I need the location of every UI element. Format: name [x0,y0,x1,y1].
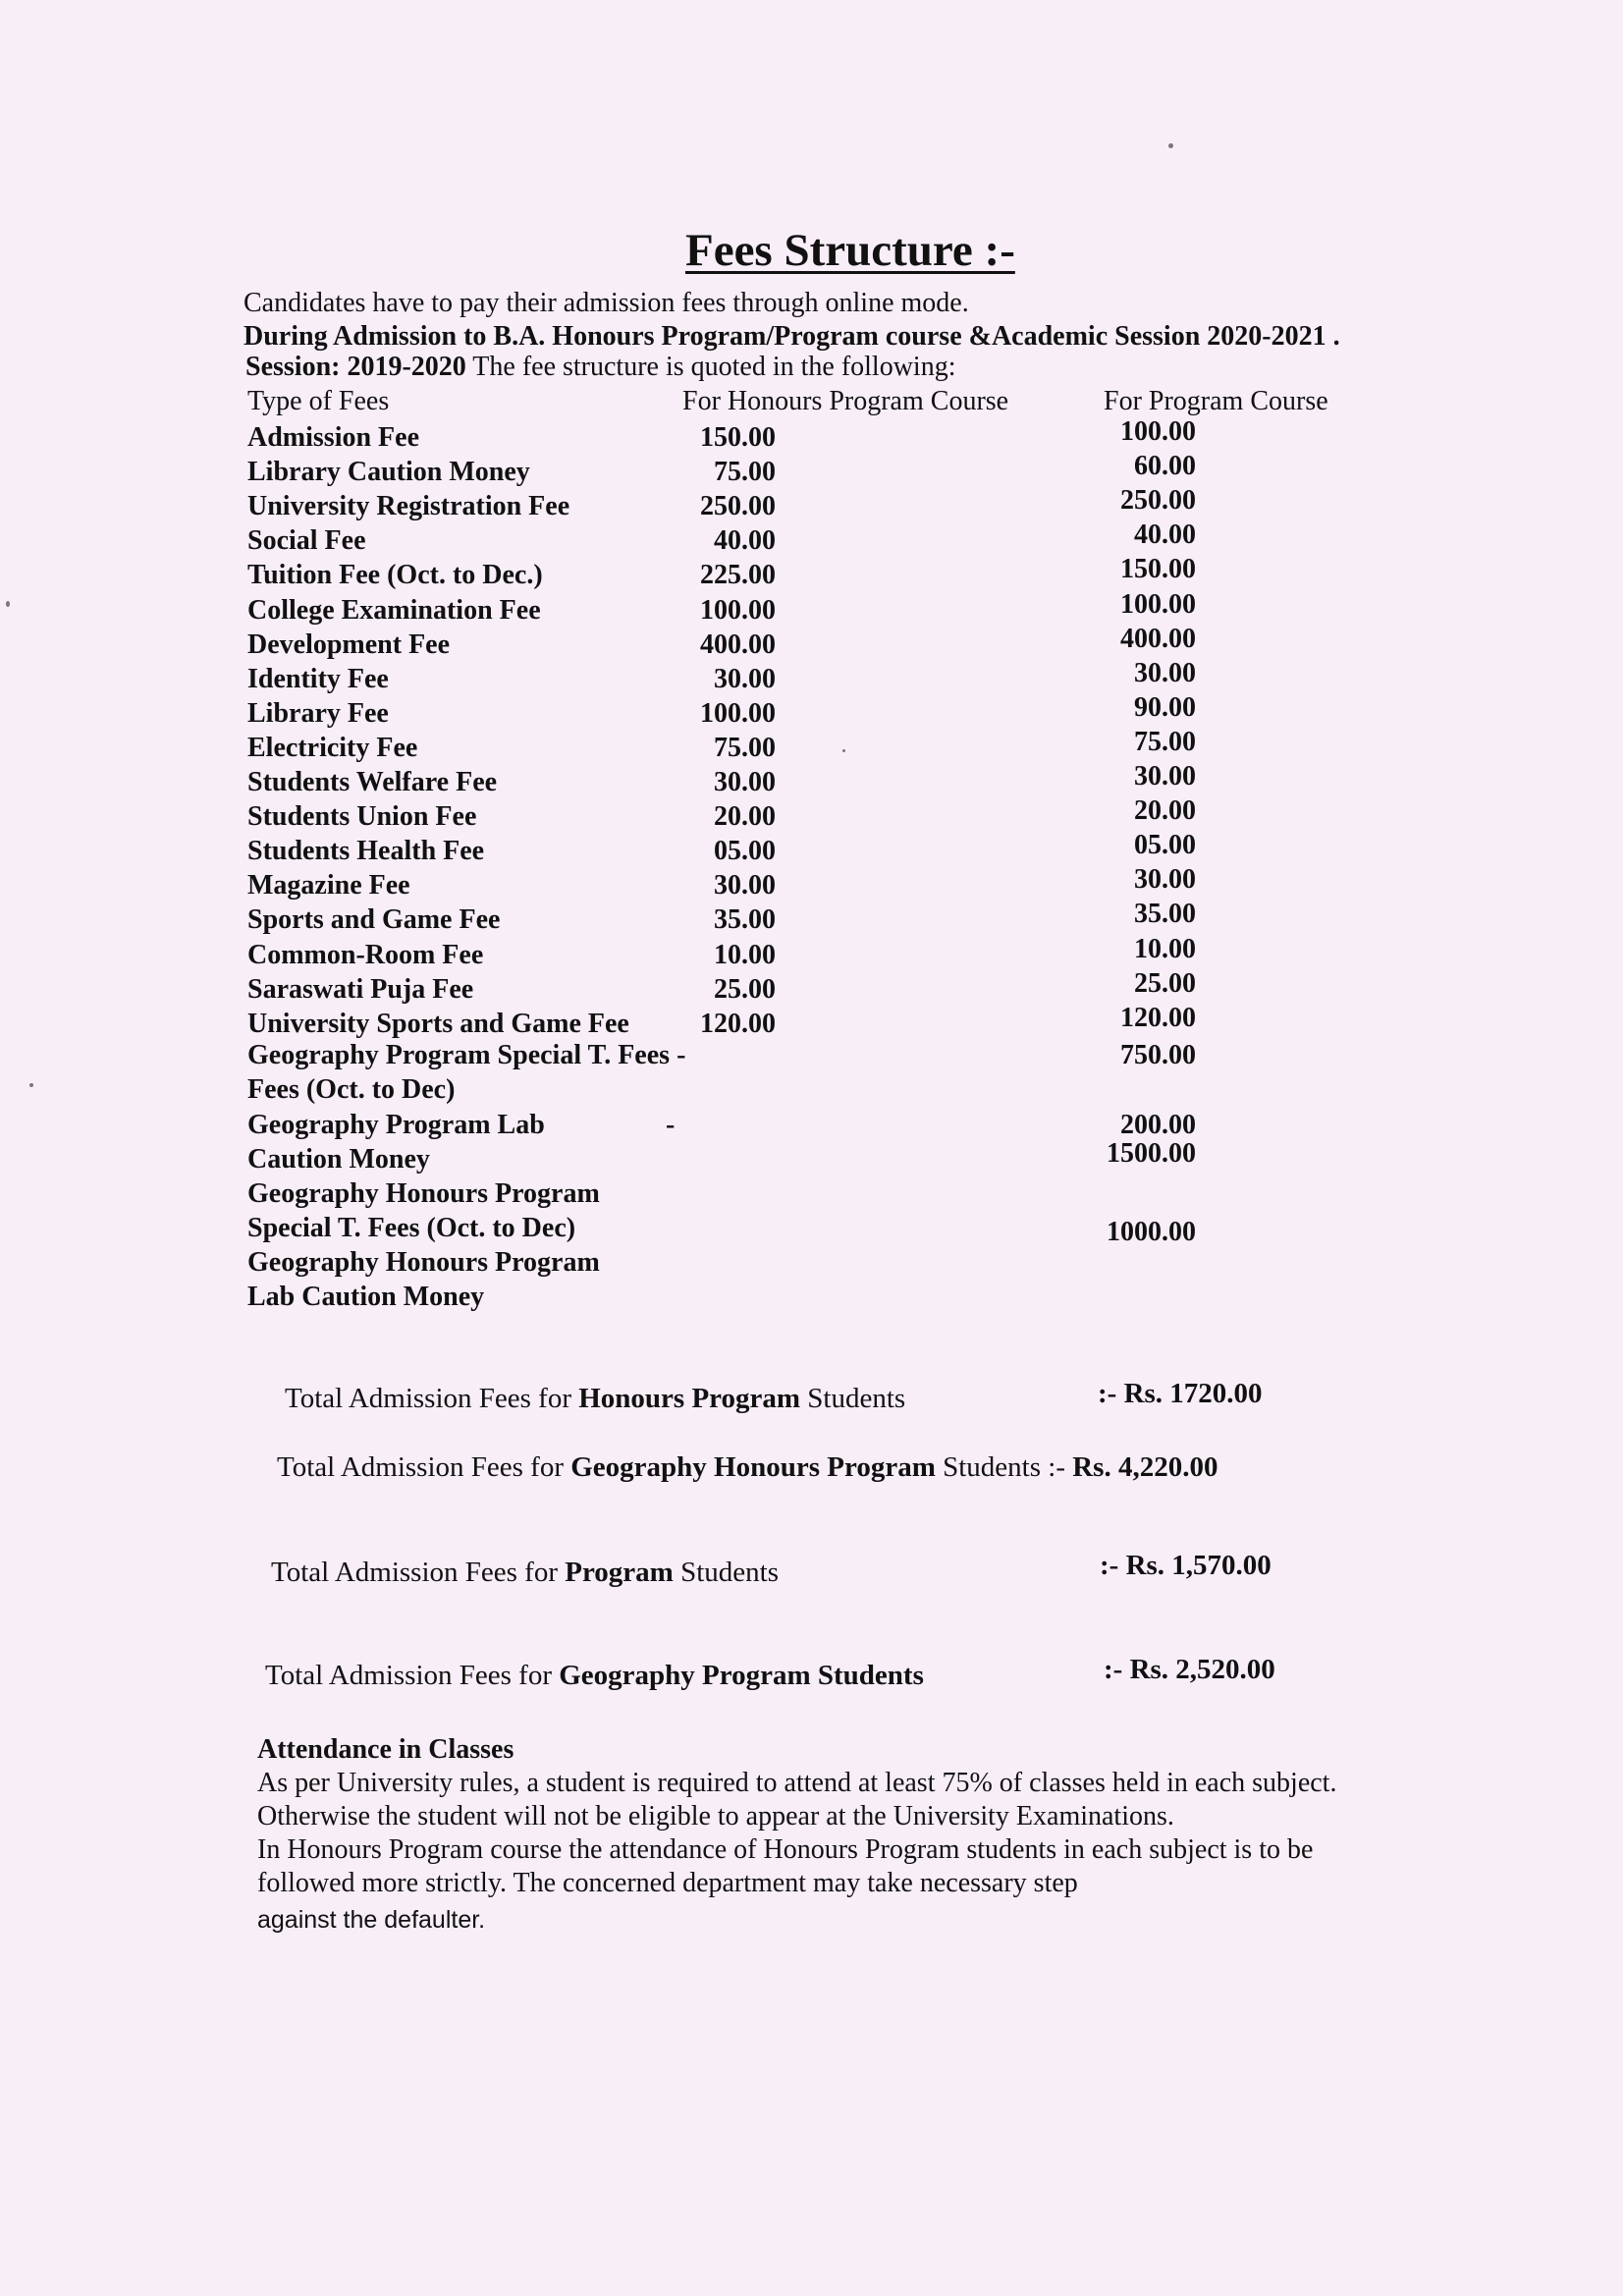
total-honours-amount: :- Rs. 1720.00 [1098,1378,1263,1409]
fee-program-amount: 10.00 [1134,934,1196,964]
geo-honours-lab-label: Geography Honours Program [247,1247,600,1278]
scan-speck [1168,143,1173,148]
fee-honours-amount: 75.00 [714,733,776,763]
total-honours [285,1383,905,1415]
fee-honours-amount: 10.00 [714,940,776,970]
geo-program-lab-amount: 200.00 [1120,1110,1196,1140]
total-geo-honours-bold: Geography Honours Program [570,1451,936,1483]
geo-honours-special-label: Geography Honours Program [247,1178,600,1209]
total-honours-bold: Honours Program [578,1383,801,1414]
total-program-amount: :- Rs. 1,570.00 [1100,1550,1271,1581]
geo-program-special-label: Geography Program Special T. Fees - [247,1040,686,1070]
total-geo-honours-prefix: Total Admission Fees for [277,1451,571,1483]
fee-program-amount: 60.00 [1134,451,1196,481]
fee-honours-amount: 400.00 [700,629,776,660]
fee-program-amount: 400.00 [1120,624,1196,654]
page-title: Fees Structure :- [685,225,1015,276]
total-program [271,1557,779,1589]
fee-program-amount: 30.00 [1134,658,1196,688]
fee-name: Common-Room Fee [247,940,484,970]
fee-program-amount: 90.00 [1134,692,1196,723]
fee-name: Development Fee [247,629,451,660]
fee-name: Electricity Fee [247,733,418,763]
geo-program-lab-dash: - [666,1110,676,1140]
fee-name: Admission Fee [247,422,419,453]
fee-honours-amount: 30.00 [714,870,776,901]
fee-program-amount: 250.00 [1120,485,1196,516]
fee-name: Library Fee [247,698,389,729]
fee-program-amount: 05.00 [1134,830,1196,860]
geo-program-special-row [0,1038,1623,1072]
fee-program-amount: 75.00 [1134,727,1196,757]
total-program-prefix: Total Admission Fees for [271,1557,566,1588]
fee-name: Social Fee [247,525,366,556]
geo-honours-special-label-2: Special T. Fees (Oct. to Dec) [247,1213,576,1243]
fee-program-amount: 100.00 [1120,416,1196,447]
fee-honours-amount: 150.00 [700,422,776,453]
fee-name: Students Welfare Fee [247,767,498,797]
fee-program-amount: 30.00 [1134,761,1196,792]
fee-name: Identity Fee [247,664,389,694]
header-program: For Program Course [1104,386,1328,416]
scan-speck [6,601,10,607]
fee-name: University Sports and Game Fee [247,1009,629,1039]
total-program-bold: Program [565,1557,674,1588]
intro-line-online-mode: Candidates have to pay their admission fees through online mode. [243,288,969,318]
fee-honours-amount: 100.00 [700,595,776,626]
fee-program-amount: 30.00 [1134,864,1196,895]
attendance-heading: Attendance in Classes [257,1734,514,1765]
intro-line-session [245,351,956,384]
fee-name: Students Union Fee [247,801,477,832]
attendance-line: As per University rules, a student is required to attend at least 75% of classes held in each subject. [257,1768,1337,1798]
fee-program-amount: 40.00 [1134,519,1196,550]
session-label: Session: 2019-2020 [245,352,466,382]
attendance-line: followed more strictly. The concerned department may take necessary step [257,1868,1078,1898]
geo-program-special-row-2 [0,1072,1623,1107]
total-honours-suffix: Students [800,1383,906,1414]
fee-name: Tuition Fee (Oct. to Dec.) [247,560,543,590]
intro-line-admission: During Admission to B.A. Honours Program/Program course &Academic Session 2020-2021 . [243,321,1340,352]
geo-honours-lab-row-2 [0,1280,1623,1314]
total-geo-program [265,1660,924,1692]
fee-program-amount: 150.00 [1120,554,1196,584]
fee-name: Students Health Fee [247,836,485,866]
fee-name: Sports and Game Fee [247,904,501,935]
attendance-line: Otherwise the student will not be eligible to appear at the University Examinations. [257,1801,1174,1831]
header-honours: For Honours Program Course [682,386,1009,416]
fee-name: University Registration Fee [247,491,570,521]
total-program-suffix: Students [673,1557,779,1588]
fee-name: Magazine Fee [247,870,410,901]
fee-table-header [0,384,1623,418]
fee-honours-amount: 25.00 [714,974,776,1005]
total-honours-amount-wrap [1098,1378,1263,1410]
total-geo-program-amount-wrap [1104,1654,1275,1686]
fee-honours-amount: 35.00 [714,904,776,935]
fee-program-amount: 25.00 [1134,968,1196,999]
geo-honours-special-row [0,1176,1623,1211]
geo-honours-lab-row [0,1245,1623,1280]
geo-program-lab-label-2: Caution Money [247,1144,430,1175]
fee-program-amount: 120.00 [1120,1003,1196,1033]
fee-name: Library Caution Money [247,457,530,487]
fee-honours-amount: 250.00 [700,491,776,521]
total-geo-program-bold: Geography Program Students [559,1660,924,1691]
fee-honours-amount: 05.00 [714,836,776,866]
geo-program-lab-row-2 [0,1138,1623,1176]
geo-program-special-amount: 750.00 [1120,1040,1196,1070]
header-type-of-fees: Type of Fees [247,386,390,416]
session-text: The fee structure is quoted in the following: [465,352,956,382]
attendance-line: against the defaulter. [257,1906,486,1934]
geo-program-special-label-2: Fees (Oct. to Dec) [247,1074,456,1105]
total-geo-program-prefix: Total Admission Fees for [265,1660,560,1691]
total-geo-honours [277,1451,1217,1484]
fee-honours-amount: 30.00 [714,664,776,694]
total-geo-honours-suffix: Students :- [935,1451,1073,1483]
geo-honours-special-row-2 [0,1211,1623,1245]
fee-honours-amount: 30.00 [714,767,776,797]
fee-row [0,1003,1623,1041]
fee-program-amount: 35.00 [1134,899,1196,929]
geo-honours-special-amount: 1500.00 [1107,1138,1196,1169]
total-honours-prefix: Total Admission Fees for [285,1383,579,1414]
geo-honours-lab-amount: 1000.00 [1107,1217,1196,1247]
fee-honours-amount: 20.00 [714,801,776,832]
fee-honours-amount: 120.00 [700,1009,776,1039]
fee-name: Saraswati Puja Fee [247,974,474,1005]
fee-honours-amount: 40.00 [714,525,776,556]
total-geo-honours-amount: Rs. 4,220.00 [1072,1451,1218,1483]
attendance-line: In Honours Program course the attendance of Honours Program students in each subject is to be [257,1834,1314,1865]
fee-program-amount: 20.00 [1134,795,1196,826]
fee-program-amount: 100.00 [1120,589,1196,620]
total-geo-program-amount: :- Rs. 2,520.00 [1104,1654,1275,1685]
fee-honours-amount: 225.00 [700,560,776,590]
scan-speck [842,749,845,752]
fee-name: College Examination Fee [247,595,541,626]
geo-program-lab-label: Geography Program Lab [247,1110,545,1140]
scan-speck [29,1083,33,1087]
fee-honours-amount: 75.00 [714,457,776,487]
fee-honours-amount: 100.00 [700,698,776,729]
total-program-amount-wrap [1100,1550,1271,1582]
geo-honours-lab-label-2: Lab Caution Money [247,1282,485,1312]
